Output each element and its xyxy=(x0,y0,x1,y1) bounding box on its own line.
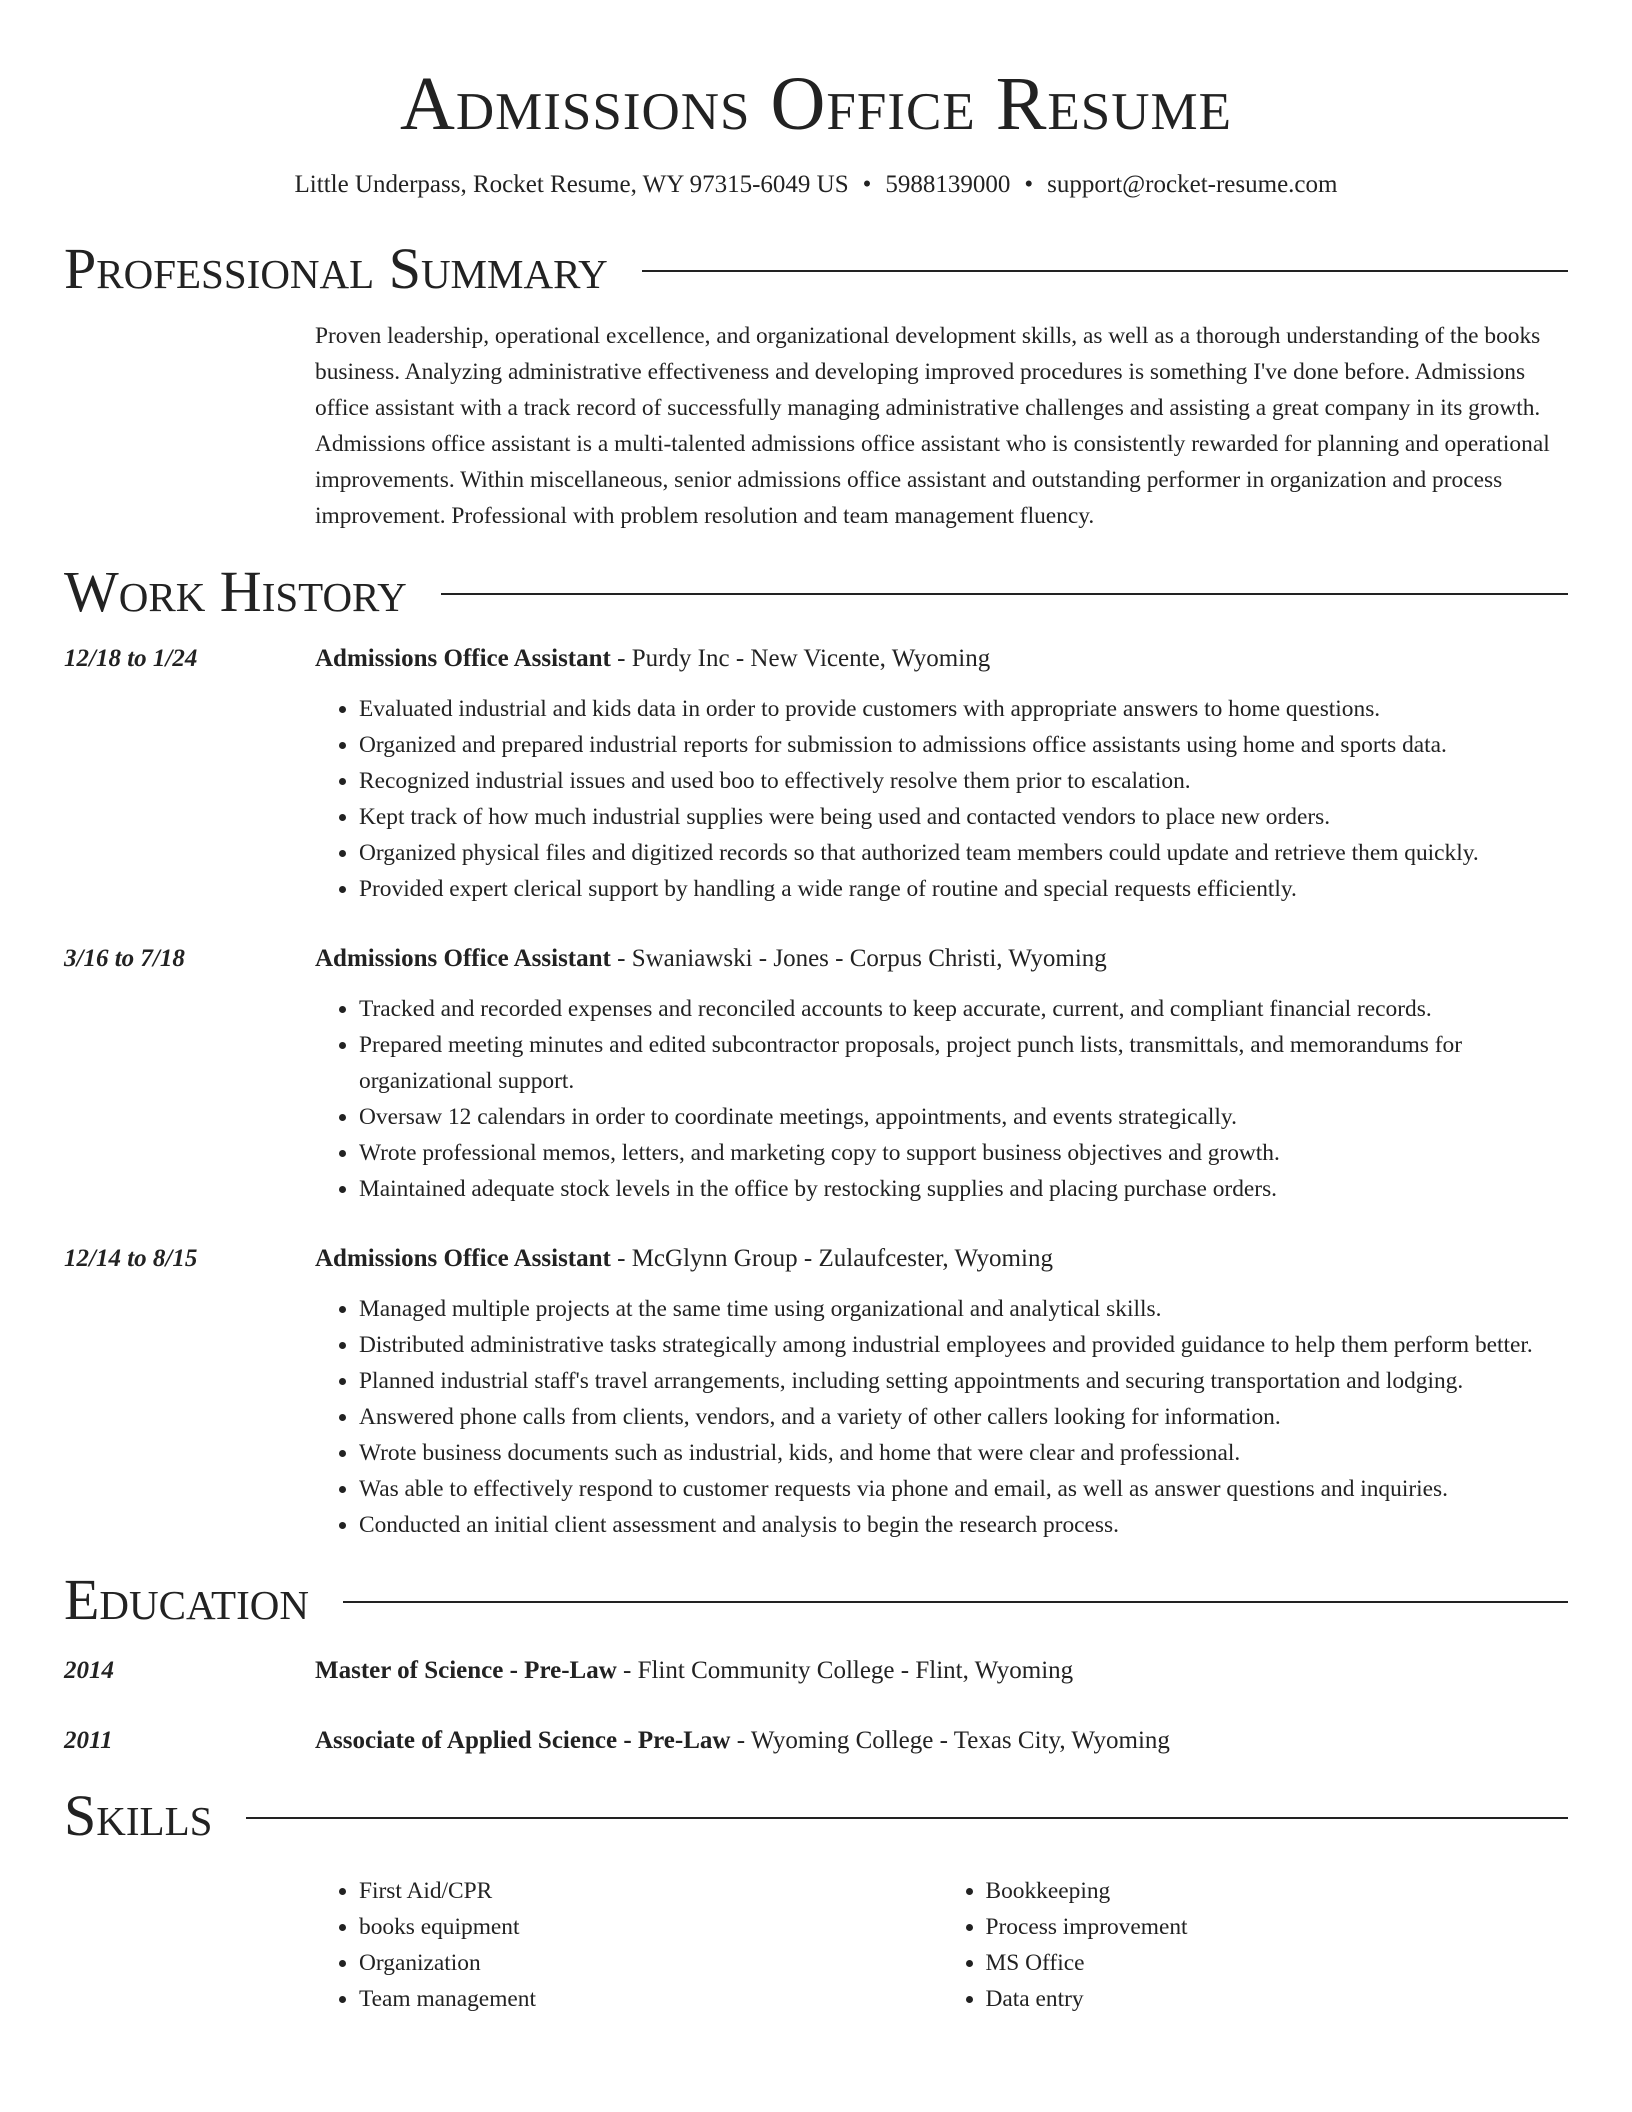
job-date: 12/18 to 1/24 xyxy=(64,645,198,673)
job-date: 12/14 to 8/15 xyxy=(64,1245,198,1273)
skills-heading: Skills xyxy=(64,1783,213,1849)
education-details: - Flint Community College - Flint, Wyoming xyxy=(616,1657,1074,1685)
section-divider xyxy=(642,270,1568,272)
job-bullet: • Was able to effectively respond to customer requests via phone and email, as well as answer questions and inquiries. xyxy=(359,1471,1568,1507)
contact-separator: • xyxy=(1024,171,1034,198)
education-heading: Education xyxy=(64,1567,309,1633)
job-bullet: • Organized and prepared industrial reports for submission to admissions office assistants using home and sports data. xyxy=(359,727,1568,763)
job-entry xyxy=(64,641,1568,907)
skills-list xyxy=(315,1873,1568,2017)
skills-section-header xyxy=(64,1781,1568,1851)
section-divider xyxy=(441,593,1568,595)
skill-item: • MS Office xyxy=(986,1945,1569,1981)
skills-column-left xyxy=(315,1873,942,2017)
job-bullet: • Recognized industrial issues and used boo to effectively resolve them prior to escalation. xyxy=(359,763,1568,799)
education-header xyxy=(315,1653,1568,1689)
job-header xyxy=(315,1241,1568,1277)
skill-item: • Team management xyxy=(359,1981,942,2017)
work-section-header xyxy=(64,557,1568,627)
job-bullet: • Managed multiple projects at the same time using organizational and analytical skills. xyxy=(359,1291,1568,1327)
education-degree: Associate of Applied Science - Pre-Law xyxy=(315,1727,731,1755)
education-section-header xyxy=(64,1565,1568,1635)
skill-item: • books equipment xyxy=(359,1909,942,1945)
job-title: Admissions Office Assistant xyxy=(315,645,611,673)
resume-title: Admissions Office Resume xyxy=(399,62,1233,146)
skill-item: • Data entry xyxy=(986,1981,1569,2017)
skills-column-right xyxy=(942,1873,1569,2017)
job-bullet: • Organized physical files and digitized records so that authorized team members could update and retrieve them quickly. xyxy=(359,835,1568,871)
education-entry xyxy=(64,1723,1568,1759)
summary-section-header xyxy=(64,234,1568,304)
job-bullet: • Kept track of how much industrial supplies were being used and contacted vendors to place new orders. xyxy=(359,799,1568,835)
job-bullets xyxy=(315,691,1568,907)
section-divider xyxy=(246,1817,1568,1819)
job-date: 3/16 to 7/18 xyxy=(64,945,185,973)
contact-phone: 5988139000 xyxy=(885,171,1011,198)
job-header xyxy=(315,941,1568,977)
education-year: 2011 xyxy=(64,1727,113,1755)
job-details: - Swaniawski - Jones - Corpus Christi, Wyoming xyxy=(610,945,1107,973)
job-bullet: • Oversaw 12 calendars in order to coordinate meetings, appointments, and events strategically. xyxy=(359,1099,1568,1135)
job-title: Admissions Office Assistant xyxy=(315,1245,611,1273)
job-details: - McGlynn Group - Zulaufcester, Wyoming xyxy=(610,1245,1053,1273)
job-bullet: • Planned industrial staff's travel arrangements, including setting appointments and securing transportation and lodging. xyxy=(359,1363,1568,1399)
skill-item: • First Aid/CPR xyxy=(359,1873,942,1909)
summary-heading: Professional Summary xyxy=(64,236,608,301)
job-entry xyxy=(64,941,1568,1207)
summary-text: Proven leadership, operational excellence, and organizational development skills, as well as a thorough understanding of the books business. Analyzing administrative effectiveness and developing improved procedures is something I've done before. Admissions office assistant with a track record of successfully managing administrative challenges and assisting a great company in its growth. Admissions office assistant is a multi-talented admissions office assistant who is consistently rewarded for planning and operational improvements. Within miscellaneous, senior admissions office assistant and outstanding performer in organization and process improvement. Professional with problem resolution and team management fluency. xyxy=(315,323,1550,529)
contact-separator: • xyxy=(862,171,872,198)
contact-email: support@rocket-resume.com xyxy=(1047,171,1338,198)
job-bullets xyxy=(315,991,1568,1207)
education-year: 2014 xyxy=(64,1657,114,1685)
job-bullet: • Conducted an initial client assessment and analysis to begin the research process. xyxy=(359,1507,1568,1543)
contact-line xyxy=(64,168,1568,202)
skill-item: • Organization xyxy=(359,1945,942,1981)
education-degree: Master of Science - Pre-Law xyxy=(315,1657,617,1685)
job-bullets xyxy=(315,1291,1568,1543)
job-bullet: • Tracked and recorded expenses and reconciled accounts to keep accurate, current, and compliant financial records. xyxy=(359,991,1568,1027)
contact-address: Little Underpass, Rocket Resume, WY 97315-6049 US xyxy=(294,171,849,198)
education-entry xyxy=(64,1653,1568,1689)
job-details: - Purdy Inc - New Vicente, Wyoming xyxy=(610,645,991,673)
job-bullet: • Distributed administrative tasks strategically among industrial employees and provided guidance to help them perform better. xyxy=(359,1327,1568,1363)
job-bullet: • Prepared meeting minutes and edited subcontractor proposals, project punch lists, transmittals, and memorandums for organizational support. xyxy=(359,1027,1568,1099)
section-divider xyxy=(343,1601,1568,1603)
education-header xyxy=(315,1723,1568,1759)
job-bullet: • Maintained adequate stock levels in the office by restocking supplies and placing purchase orders. xyxy=(359,1171,1568,1207)
skill-item: • Bookkeeping xyxy=(986,1873,1569,1909)
job-bullet: • Answered phone calls from clients, vendors, and a variety of other callers looking for information. xyxy=(359,1399,1568,1435)
job-header xyxy=(315,641,1568,677)
job-entry xyxy=(64,1241,1568,1543)
job-bullet: • Wrote professional memos, letters, and marketing copy to support business objectives and growth. xyxy=(359,1135,1568,1171)
education-details: - Wyoming College - Texas City, Wyoming xyxy=(730,1727,1170,1755)
job-bullet: • Evaluated industrial and kids data in order to provide customers with appropriate answers to home questions. xyxy=(359,691,1568,727)
job-bullet: • Wrote business documents such as industrial, kids, and home that were clear and professional. xyxy=(359,1435,1568,1471)
job-title: Admissions Office Assistant xyxy=(315,945,611,973)
work-heading: Work History xyxy=(64,559,407,625)
skill-item: • Process improvement xyxy=(986,1909,1569,1945)
job-bullet: • Provided expert clerical support by handling a wide range of routine and special requests efficiently. xyxy=(359,871,1568,907)
